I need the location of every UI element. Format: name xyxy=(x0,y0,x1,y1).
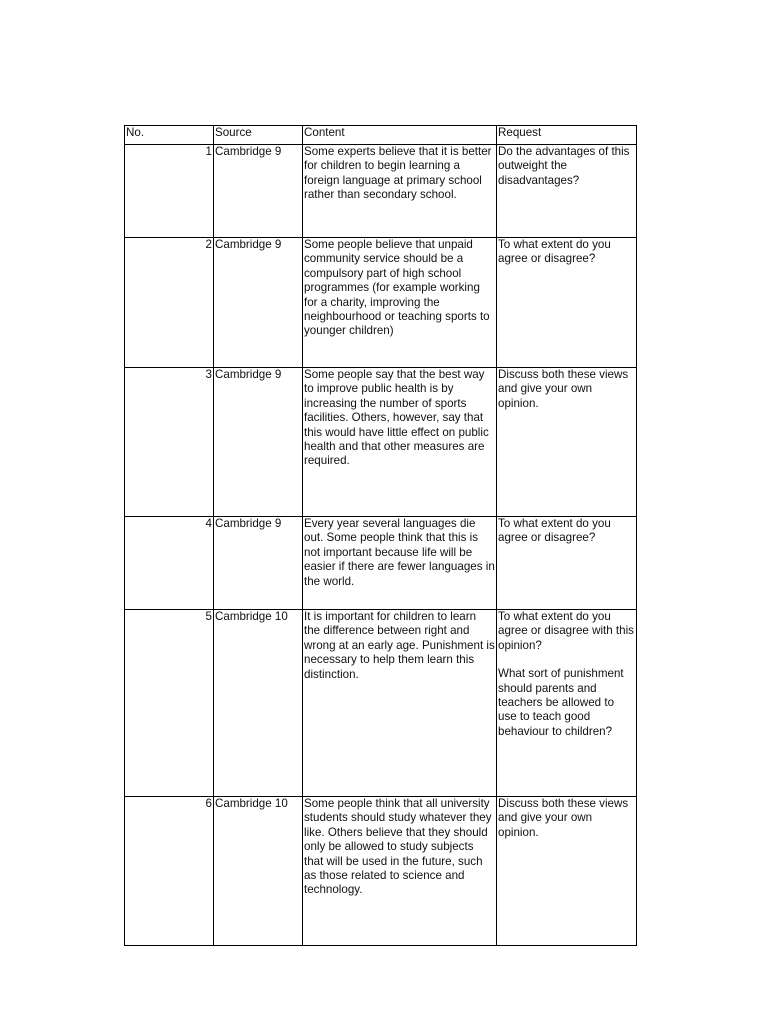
table-row xyxy=(125,797,637,946)
row-content: Some people think that all university students should study whatever they like. Others believe that they should only be allowed to study subjects that will be used in the future, such as those related to science and technology. xyxy=(303,797,497,946)
row-number: 3 xyxy=(125,368,214,517)
header-content: Content xyxy=(303,126,497,145)
header-source: Source xyxy=(214,126,303,145)
row-request xyxy=(497,368,637,517)
table-row xyxy=(125,368,637,517)
request-text: To what extent do you agree or disagree? xyxy=(498,517,611,545)
row-number: 5 xyxy=(125,610,214,797)
table-row xyxy=(125,145,637,238)
table-row xyxy=(125,517,637,610)
row-request xyxy=(497,145,637,238)
row-number: 4 xyxy=(125,517,214,610)
essay-topics-table xyxy=(124,125,637,946)
request-text: To what extent do you agree or disagree? xyxy=(498,238,611,266)
row-source: Cambridge 10 xyxy=(214,797,303,946)
row-source: Cambridge 9 xyxy=(214,368,303,517)
row-request xyxy=(497,238,637,368)
row-source: Cambridge 10 xyxy=(214,610,303,797)
row-request xyxy=(497,517,637,610)
row-content: It is important for children to learn the difference between right and wrong at an early age. Punishment is necessary to help them learn this distinction. xyxy=(303,610,497,797)
table-row xyxy=(125,610,637,797)
header-no: No. xyxy=(125,126,214,145)
row-number: 1 xyxy=(125,145,214,238)
request-text: To what extent do you agree or disagree with this opinion? xyxy=(498,610,634,652)
row-request xyxy=(497,797,637,946)
header-request: Request xyxy=(497,126,637,145)
row-source: Cambridge 9 xyxy=(214,517,303,610)
request-text: Discuss both these views and give your own opinion. xyxy=(498,368,629,410)
header-row xyxy=(125,126,637,145)
row-content: Some people say that the best way to improve public health is by increasing the number of sports facilities. Others, however, say that this would have little effect on public health and that other measures are required. xyxy=(303,368,497,517)
row-number: 2 xyxy=(125,238,214,368)
row-source: Cambridge 9 xyxy=(214,238,303,368)
row-source: Cambridge 9 xyxy=(214,145,303,238)
row-content: Every year several languages die out. Some people think that this is not important because life will be easier if there are fewer languages in the world. xyxy=(303,517,497,610)
row-content: Some people believe that unpaid community service should be a compulsory part of high school programmes (for example working for a charity, improving the neighbourhood or teaching sports to younger children) xyxy=(303,238,497,368)
row-number: 6 xyxy=(125,797,214,946)
row-content: Some experts believe that it is better for children to begin learning a foreign language at primary school rather than secondary school. xyxy=(303,145,497,238)
request-text: What sort of punishment should parents and teachers be allowed to use to teach good behaviour to children? xyxy=(498,667,624,738)
request-text: Discuss both these views and give your own opinion. xyxy=(498,797,629,839)
request-text: Do the advantages of this outweight the disadvantages? xyxy=(498,145,630,187)
table-row xyxy=(125,238,637,368)
row-request xyxy=(497,610,637,797)
